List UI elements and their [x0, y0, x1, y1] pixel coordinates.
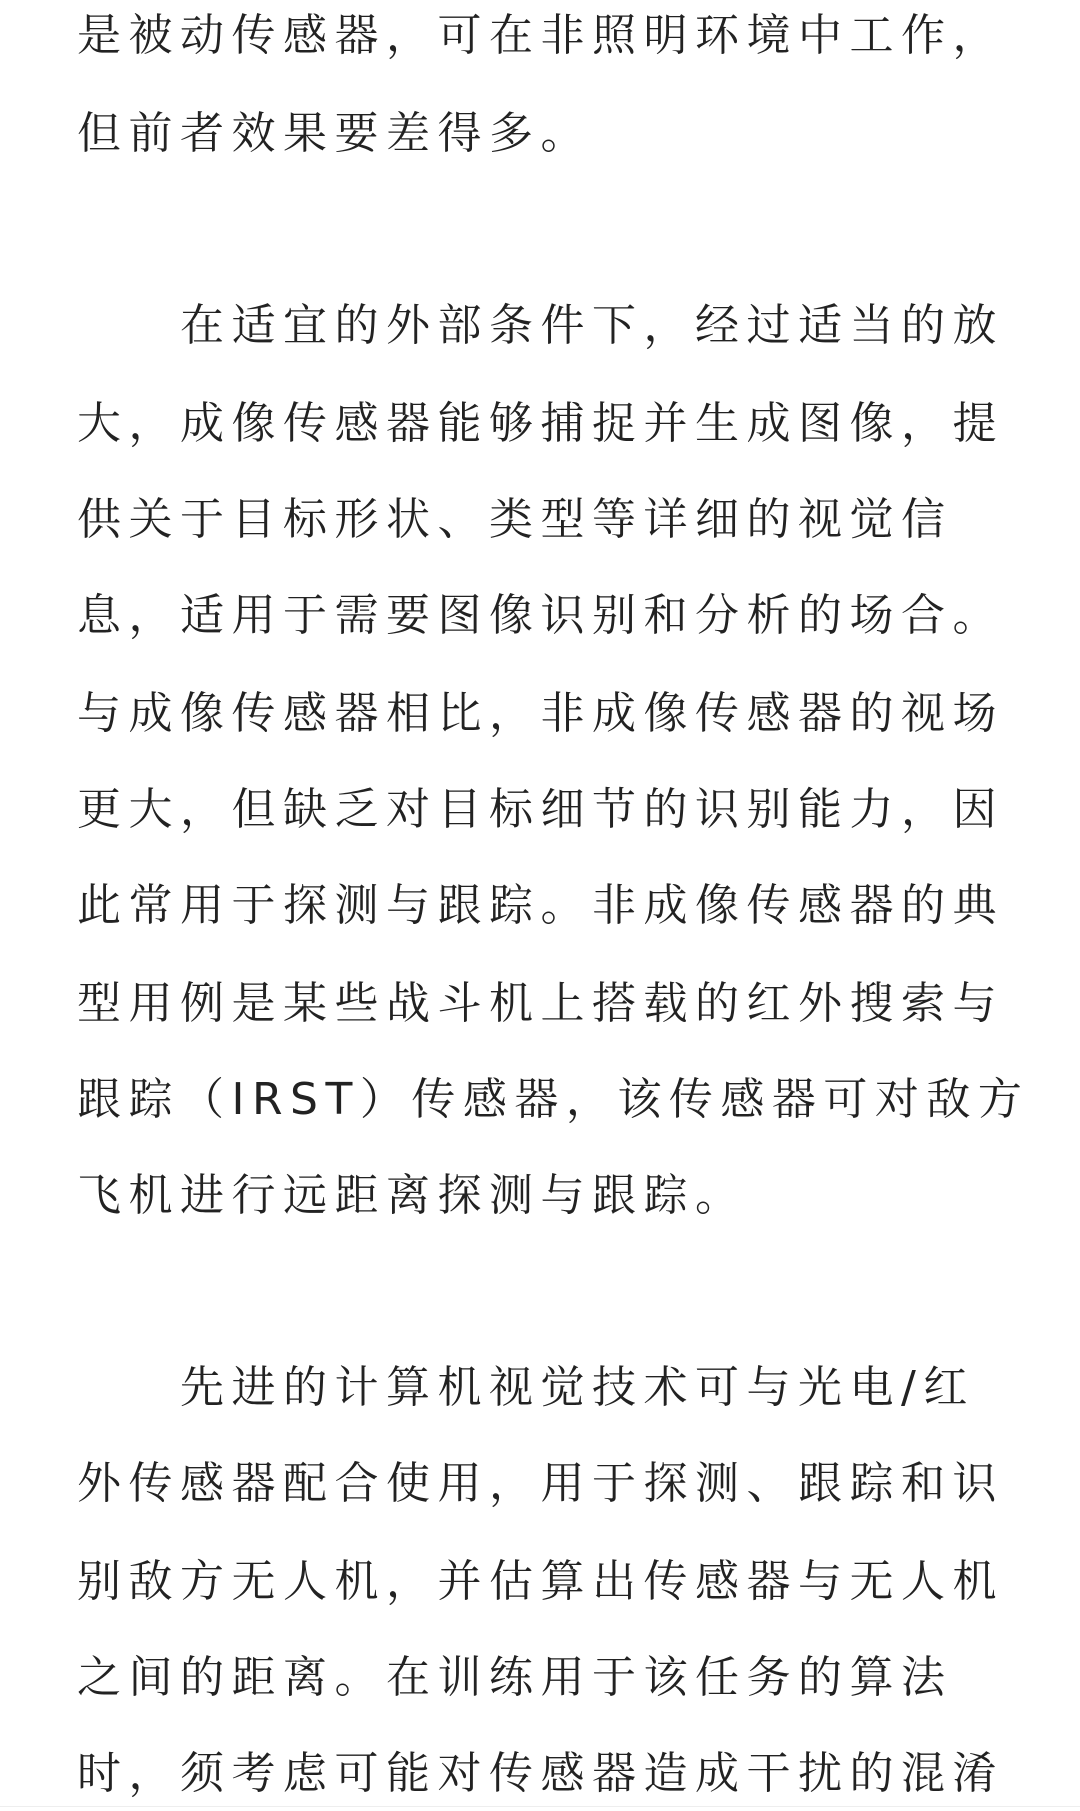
paragraph-2-line-7: 此常用于探测与跟踪。非成像传感器的典 [77, 880, 1004, 931]
paragraph-2-line-4: 息，适用于需要图像识别和分析的场合。 [77, 590, 1004, 641]
paragraph-2-line-2: 大，成像传感器能够捕捉并生成图像，提 [77, 398, 1004, 449]
paragraph-2-line-10: 飞机进行远距离探测与跟踪。 [77, 1170, 747, 1221]
paragraph-2-line-9: 跟踪（IRST）传感器，该传感器可对敌方 [77, 1074, 1030, 1125]
paragraph-1-line-2: 但前者效果要差得多。 [77, 108, 592, 159]
paragraph-2-line-3: 供关于目标形状、类型等详细的视觉信 [77, 494, 953, 545]
paragraph-3-line-2: 外传感器配合使用，用于探测、跟踪和识 [77, 1458, 1004, 1509]
paragraph-2-line-5: 与成像传感器相比，非成像传感器的视场 [77, 688, 1004, 739]
paragraph-3-line-5: 时，须考虑可能对传感器造成干扰的混淆 [77, 1748, 1004, 1799]
paragraph-3-line-3: 别敌方无人机，并估算出传感器与无人机 [77, 1556, 1004, 1607]
paragraph-2-line-8: 型用例是某些战斗机上搭载的红外搜索与 [77, 978, 1004, 1029]
paragraph-3-line-1: 先进的计算机视觉技术可与光电/红 [77, 1362, 975, 1413]
bottom-divider [0, 1806, 1080, 1807]
paragraph-3-line-4: 之间的距离。在训练用于该任务的算法 [77, 1652, 953, 1703]
paragraph-2-line-6: 更大，但缺乏对目标细节的识别能力，因 [77, 784, 1004, 835]
paragraph-2-line-1: 在适宜的外部条件下，经过适当的放 [77, 300, 1004, 351]
paragraph-1-line-1: 是被动传感器，可在非照明环境中工作， [77, 10, 1004, 61]
